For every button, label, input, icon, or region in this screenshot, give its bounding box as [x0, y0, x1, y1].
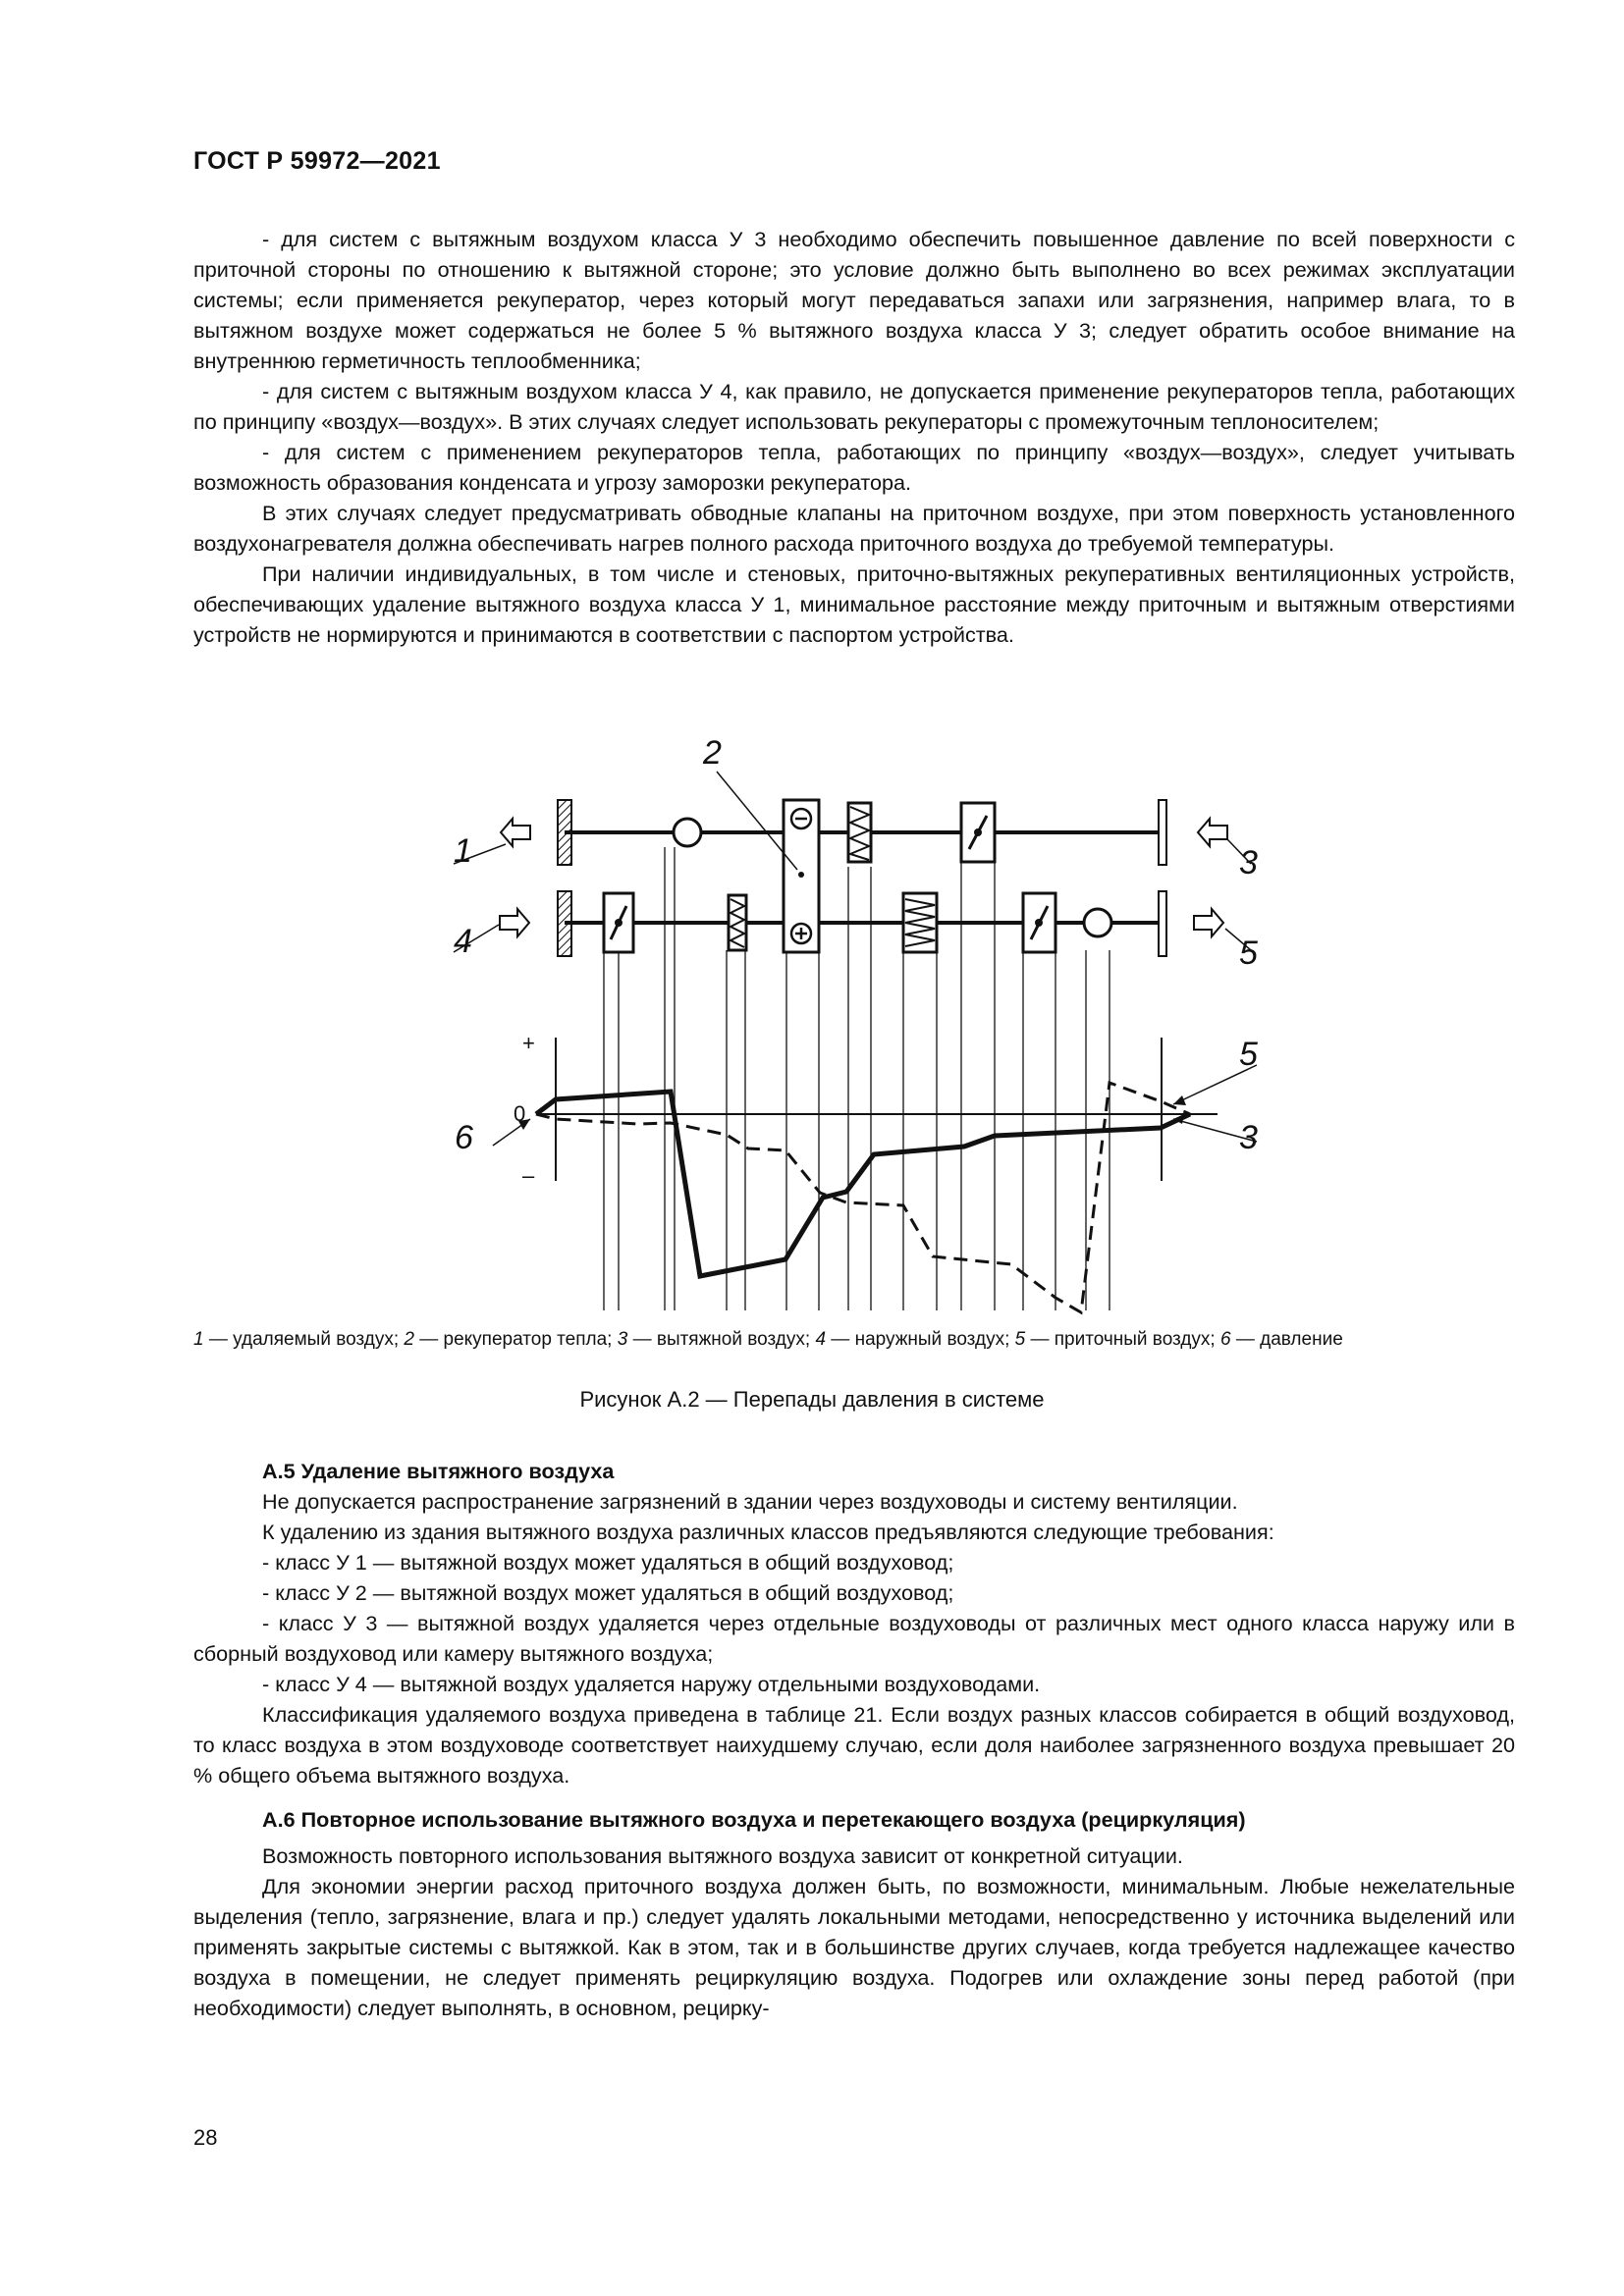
label-5-graph: 5 — [1239, 1036, 1258, 1073]
legend-num: 6 — [1219, 1329, 1231, 1350]
paragraph: При наличии индивидуальных, в том числе и стеновых, приточно-вытяжных рекуперативных вентиляционных устройств, обеспечивающих удаление вытяжного воздуха класса У 1, минимальное расстояние между приточным и вытяжным отверстиями устройств не нормируются и принимаются в соответствии с паспортом устройства. — [193, 561, 1515, 647]
paragraph: - класс У 2 — вытяжной воздух может удаляться в общий воздуховод; — [262, 1580, 954, 1605]
paragraph: - класс У 1 — вытяжной воздух может удаляться в общий воздуховод; — [262, 1550, 954, 1575]
legend-num: 2 — [404, 1329, 414, 1350]
legend-text: — рекуператор тепла; — [413, 1329, 618, 1350]
legend-text: — вытяжной воздух; — [627, 1329, 816, 1350]
paragraph: Для экономии энергии расход приточного воздуха должен быть, по возможности, минимальным. Любые нежелательные выделения (тепло, загрязнение, влага и пр.) следует удалять локальными методами, непосредственно у источника выделений или применять закрытые системы с вытяжкой. Как в этом, так и в большинстве других случаев, когда требуется надлежащее качество воздуха в помещении, не следует применять рециркуляцию воздуха. Подогрев или охлаждение зоны перед работой (при необходимости) следует выполнять, в основном, рецирку- — [193, 1874, 1515, 2020]
legend-text: — удаляемый воздух; — [203, 1329, 405, 1350]
paragraph: - класс У 4 — вытяжной воздух удаляется наружу отдельными воздуховодами. — [262, 1672, 1041, 1696]
figure-caption: Рисунок А.2 — Перепады давления в системе — [579, 1387, 1045, 1412]
figure-legend — [193, 1329, 1515, 1351]
legend-num: 4 — [815, 1329, 827, 1350]
section-a5-heading: А.5 Удаление вытяжного воздуха — [262, 1459, 615, 1483]
paragraph: - для систем с вытяжным воздухом класса У 4, как правило, не допускается применение рекуператоров тепла, работающих по принципу «воздух—воздух». В этих случаях следует использовать рекуператоры с промежуточным теплоносителем; — [193, 379, 1515, 434]
label-5-top: 5 — [1239, 934, 1258, 972]
legend-text: — наружный воздух; — [826, 1329, 1015, 1350]
legend-num: 3 — [617, 1329, 628, 1350]
paragraph: - для систем с применением рекуператоров тепла, работающих по принципу «воздух—воздух», следует учитывать возможность образования конденсата и угрозу заморозки рекуператора. — [193, 440, 1515, 495]
page-number: 28 — [193, 2125, 218, 2150]
label-4: 4 — [454, 923, 472, 960]
legend-num: 5 — [1014, 1329, 1026, 1350]
label-2: 2 — [703, 734, 722, 772]
sections-text — [193, 1456, 1515, 2023]
legend-text: — приточный воздух; — [1025, 1329, 1220, 1350]
legend-num: 1 — [193, 1329, 204, 1350]
paragraph: К удалению из здания вытяжного воздуха различных классов предъявляются следующие требования: — [262, 1520, 1274, 1544]
axis-minus: – — [522, 1163, 535, 1188]
legend-text: — давление — [1230, 1329, 1343, 1350]
label-3-top: 3 — [1239, 844, 1258, 881]
axis-zero: 0 — [514, 1101, 526, 1126]
label-3-graph: 3 — [1239, 1119, 1258, 1156]
axis-plus: + — [522, 1031, 535, 1055]
label-6: 6 — [455, 1119, 473, 1156]
paragraph: Не допускается распространение загрязнений в здании через воздуховоды и систему вентиляции. — [262, 1489, 1238, 1514]
paragraph: В этих случаях следует предусматривать обводные клапаны на приточном воздухе, при этом поверхность установленного воздухонагревателя должна обеспечивать нагрев полного расхода приточного воздуха до требуемой температуры. — [193, 501, 1515, 556]
document-header: ГОСТ Р 59972—2021 — [193, 147, 441, 175]
paragraph: - для систем с вытяжным воздухом класса У 3 необходимо обеспечить повышенное давление по всей поверхности с приточной стороны по отношению к вытяжной стороне; это условие должно быть выполнено во всех режимах эксплуатации системы; если применяется рекуператор, через который могут передаваться запахи или загрязнения, например влага, то в вытяжном воздухе может содержаться не более 5 % вытяжного воздуха класса У 3; следует обратить особое внимание на внутреннюю герметичность теплообменника; — [193, 227, 1515, 373]
label-1: 1 — [454, 832, 472, 870]
paragraph: Классификация удаляемого воздуха приведена в таблице 21. Если воздух разных классов собирается в общий воздуховод, то класс воздуха в этом воздуховоде соответствует наихудшему случаю, если доля наиболее загрязненного воздуха превышает 20 % общего объема вытяжного воздуха. — [193, 1702, 1515, 1788]
paragraph: - класс У 3 — вытяжной воздух удаляется через отдельные воздуховоды от различных мест одного класса наружу или в сборный воздуховод или камеру вытяжного воздуха; — [193, 1611, 1515, 1666]
paragraph: Возможность повторного использования вытяжного воздуха зависит от конкретной ситуации. — [262, 1843, 1183, 1868]
section-a6-heading: А.6 Повторное использование вытяжного воздуха и перетекающего воздуха (рециркуляция) — [262, 1807, 1246, 1832]
